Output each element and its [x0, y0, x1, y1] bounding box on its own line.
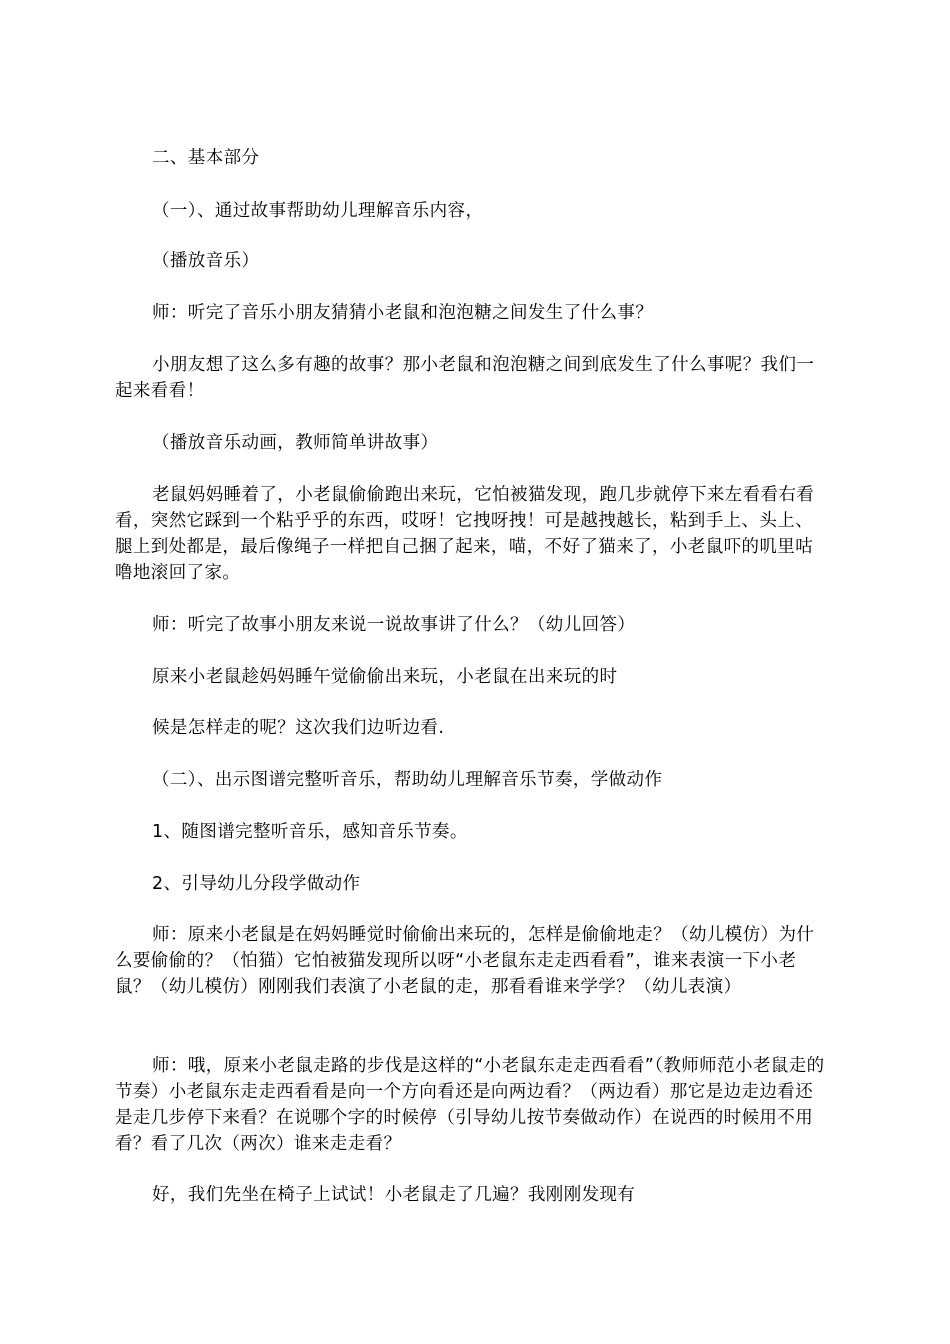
list-item: 2、引导幼儿分段学做动作: [152, 874, 361, 894]
section-heading: 二、基本部分: [152, 148, 260, 168]
story-paragraph: 老鼠妈妈睡着了，小老鼠偷偷跑出来玩，它怕被猫发现，跑几步就停下来左看看右看看，突然它踩到一个粘乎乎的东西，哎呀！它拽呀拽！可是越拽越长，粘到手上、头上、腿上到处都是，最后像绳子一样把自己捆了起来，喵，不好了猫来了，小老鼠吓的叽里咕噜地滚回了家。: [115, 485, 815, 583]
paragraph: 师：原来小老鼠是在妈妈睡觉时偷偷出来玩的，怎样是偷偷地走？（幼儿模仿）为什么要偷偷的？（怕猫）它怕被猫发现所以呀“小老鼠东走走西看看”，谁来表演一下小老鼠？（幼儿模仿）刚刚我们表演了小老鼠的走，那看看谁来学学？（幼儿表演）: [115, 925, 815, 997]
paragraph: （播放音乐动画，教师简单讲故事）: [152, 433, 439, 453]
paragraph: 师：听完了故事小朋友来说一说故事讲了什么？（幼儿回答）: [152, 615, 636, 635]
paragraph: 好，我们先坐在椅子上试试！小老鼠走了几遍？我刚刚发现有: [152, 1185, 636, 1205]
subsection-heading-2: （二）、出示图谱完整听音乐，帮助幼儿理解音乐节奏，学做动作: [152, 770, 663, 790]
paragraph: 小朋友想了这么多有趣的故事？那小老鼠和泡泡糖之间到底发生了什么事呢？我们一起来看看！: [115, 355, 815, 401]
paragraph: 候是怎样走的呢？这次我们边听边看.: [152, 718, 445, 738]
paragraph: 原来小老鼠趁妈妈睡午觉偷偷出来玩，小老鼠在出来玩的时: [152, 667, 618, 687]
paragraph: 师：听完了音乐小朋友猜猜小老鼠和泡泡糖之间发生了什么事？: [152, 303, 654, 323]
paragraph: （播放音乐）: [152, 251, 260, 271]
list-item: 1、随图谱完整听音乐，感知音乐节奏。: [152, 822, 468, 842]
paragraph: 师：哦，原来小老鼠走路的步伐是这样的“小老鼠东走走西看看”（教师师范小老鼠走的节奏）小老鼠东走走西看看是向一个方向看还是向两边看？（两边看）那它是边走边看还是走几步停下来看？在说哪个字的时候停（引导幼儿按节奏做动作）在说西的时候用不用看？看了几次（两次）谁来走走看？: [115, 1056, 825, 1154]
subsection-heading-1: （一）、通过故事帮助幼儿理解音乐内容，: [152, 201, 484, 221]
